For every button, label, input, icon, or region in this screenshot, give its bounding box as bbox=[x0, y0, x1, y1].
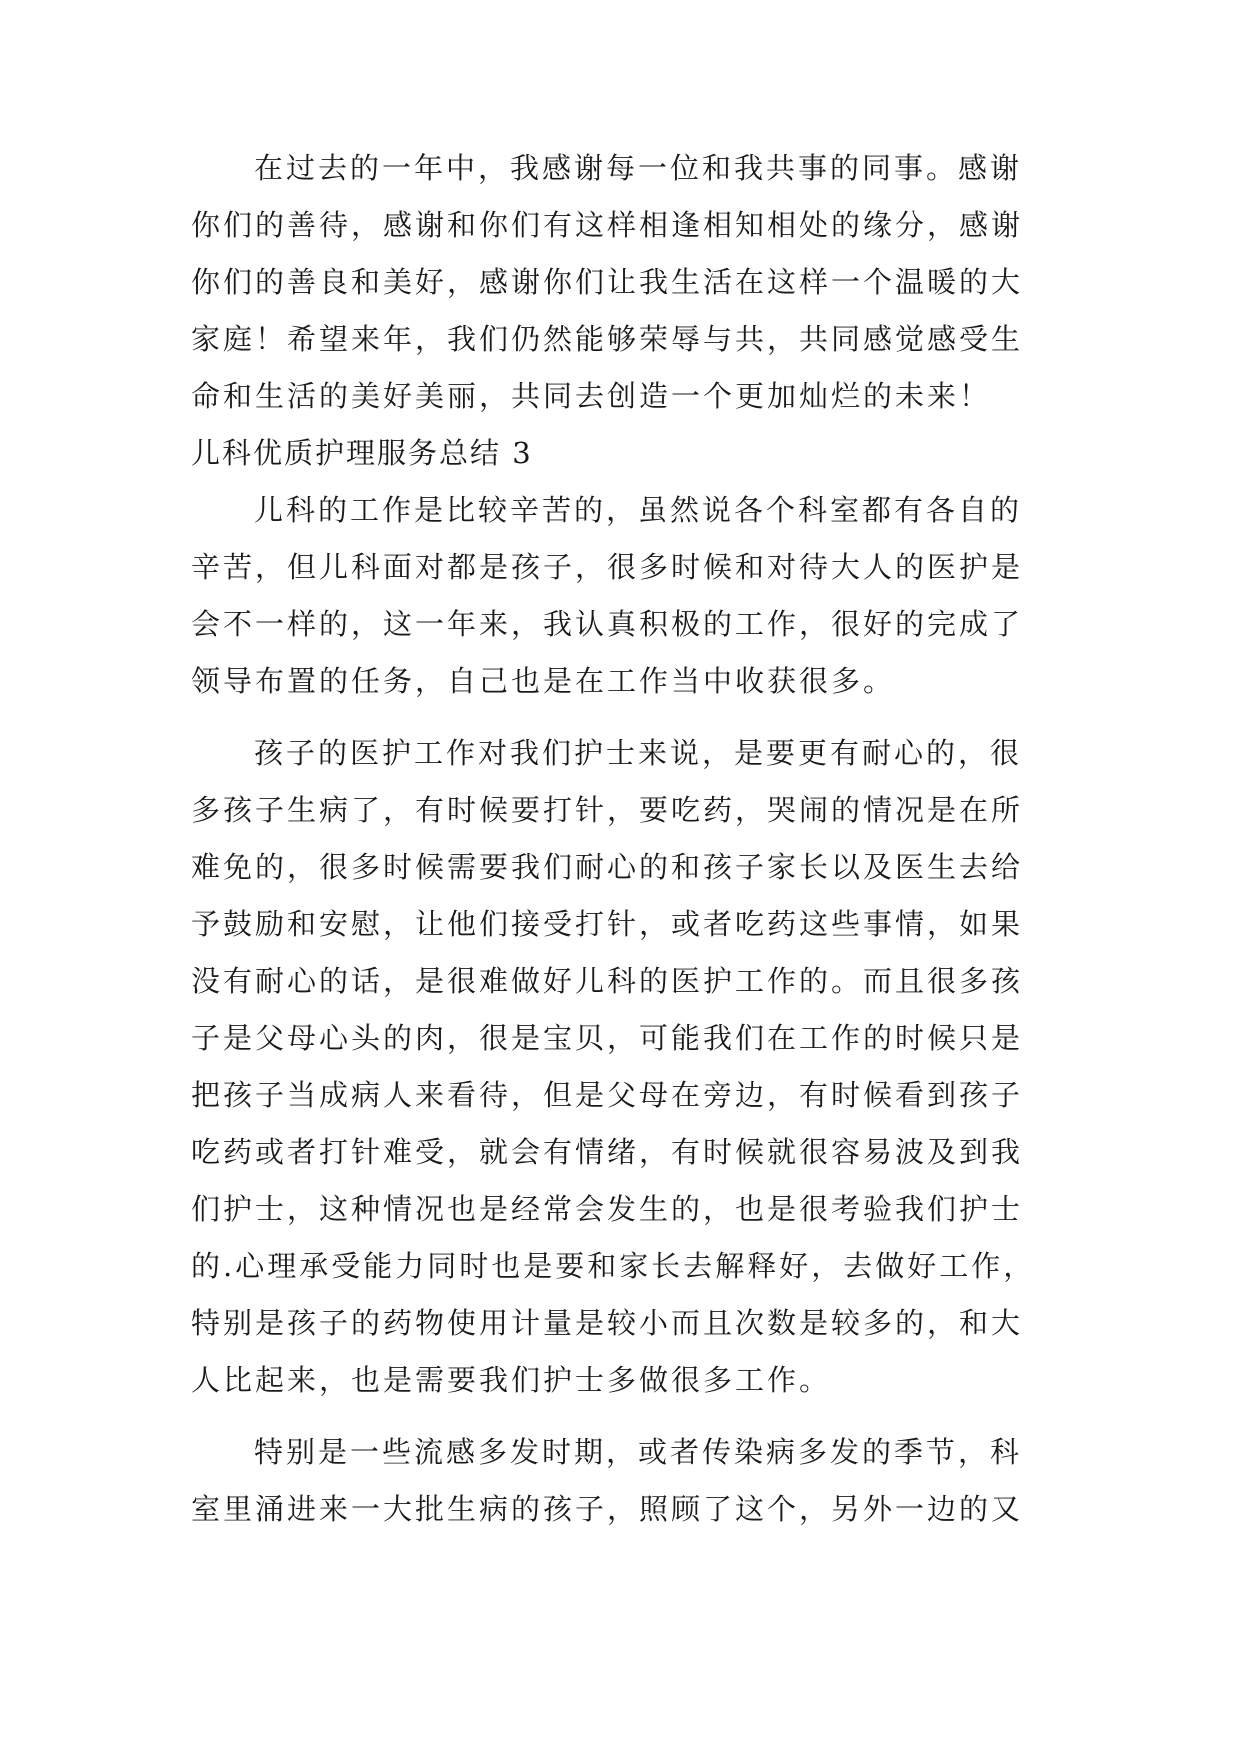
text-line: 领导布置的任务，自己也是在工作当中收获很多。 bbox=[191, 664, 896, 698]
text-line: 的.心理承受能力同时也是要和家长去解释好，去做好工作， bbox=[191, 1249, 1036, 1283]
text-line: 人比起来，也是需要我们护士多做很多工作。 bbox=[191, 1363, 832, 1397]
text-line: 你们的善良和美好，感谢你们让我生活在这样一个温暖的大 bbox=[191, 265, 1024, 299]
text-line: 难免的，很多时候需要我们耐心的和孩子家长以及医生去给 bbox=[191, 850, 1024, 884]
text-line: 命和生活的美好美丽，共同去创造一个更加灿烂的未来！ bbox=[191, 379, 992, 413]
text-line: 室里涌进来一大批生病的孩子，照顾了这个，另外一边的又 bbox=[191, 1492, 1024, 1526]
text-line: 们护士，这种情况也是经常会发生的，也是很考验我们护士 bbox=[191, 1192, 1024, 1226]
text-line: 特别是一些流感多发时期，或者传染病多发的季节，科 bbox=[254, 1435, 1023, 1469]
text-line: 予鼓励和安慰，让他们接受打针，或者吃药这些事情，如果 bbox=[191, 907, 1024, 941]
text-line: 多孩子生病了，有时候要打针，要吃药，哭闹的情况是在所 bbox=[191, 793, 1024, 827]
text-line: 在过去的一年中，我感谢每一位和我共事的同事。感谢 bbox=[254, 151, 1023, 185]
text-line: 家庭！希望来年，我们仍然能够荣辱与共，共同感觉感受生 bbox=[191, 322, 1024, 356]
text-line: 辛苦，但儿科面对都是孩子，很多时候和对待大人的医护是 bbox=[191, 550, 1024, 584]
text-line: 特别是孩子的药物使用计量是较小而且次数是较多的，和大 bbox=[191, 1306, 1024, 1340]
text-line: 把孩子当成病人来看待，但是父母在旁边，有时候看到孩子 bbox=[191, 1078, 1024, 1112]
text-line: 你们的善待，感谢和你们有这样相逢相知相处的缘分，感谢 bbox=[191, 208, 1024, 242]
text-line: 子是父母心头的肉，很是宝贝，可能我们在工作的时候只是 bbox=[191, 1021, 1024, 1055]
text-line: 儿科的工作是比较辛苦的，虽然说各个科室都有各自的 bbox=[254, 493, 1023, 527]
section-heading: 儿科优质护理服务总结 3 bbox=[191, 436, 533, 470]
text-line: 吃药或者打针难受，就会有情绪，有时候就很容易波及到我 bbox=[191, 1135, 1024, 1169]
text-line: 没有耐心的话，是很难做好儿科的医护工作的。而且很多孩 bbox=[191, 964, 1024, 998]
text-line: 会不一样的，这一年来，我认真积极的工作，很好的完成了 bbox=[191, 607, 1024, 641]
text-line: 孩子的医护工作对我们护士来说，是要更有耐心的，很 bbox=[254, 736, 1023, 770]
